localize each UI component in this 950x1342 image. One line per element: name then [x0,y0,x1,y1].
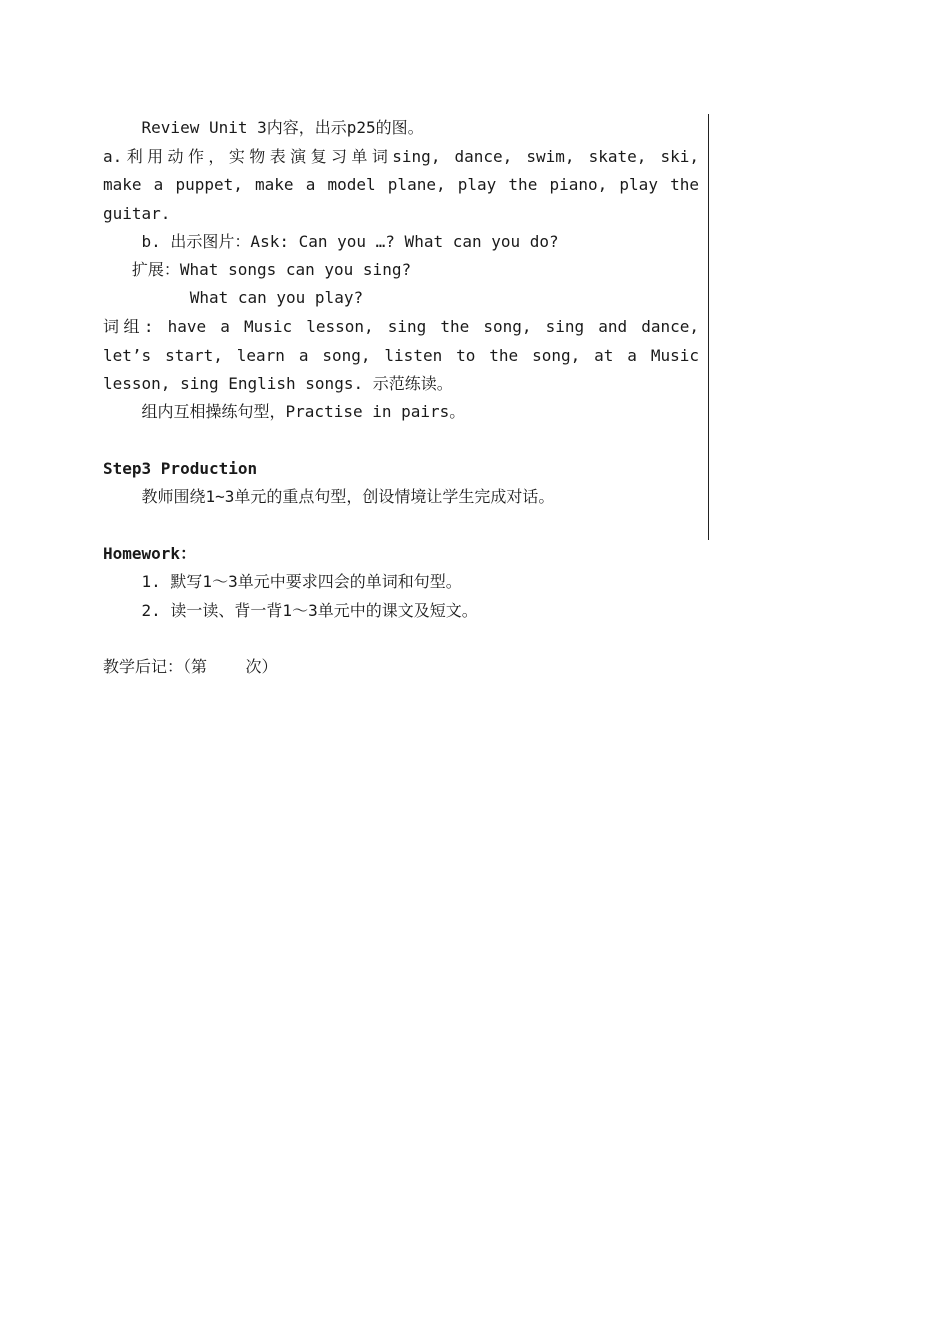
homework-item-2: 2. 读一读、背一背1～3单元中的课文及短文。 [103,601,478,620]
review-line: Review Unit 3内容，出示p25的图。 [103,118,424,137]
phrases-line-1: 词组: have a Music lesson, sing the song, sing and dance, [103,317,699,336]
homework-item-1: 1. 默写1～3单元中要求四会的单词和句型。 [103,572,462,591]
teaching-notes: 教学后记：（第 次） [103,657,278,676]
step3-text: 教师围绕1~3单元的重点句型，创设情境让学生完成对话。 [103,487,555,506]
activity-a-line-3: guitar. [103,204,171,223]
phrases-line-2: let’s start, learn a song, listen to the song, at a Music [103,346,699,365]
pair-practice-line: 组内互相操练句型，Practise in pairs。 [103,402,466,421]
table-right-border [708,114,709,540]
phrases-line-3: lesson, sing English songs. 示范练读。 [103,374,453,393]
extension-line-1: 扩展：What songs can you sing? [103,260,412,279]
activity-a-line-1: a.利用动作，实物表演复习单词sing, dance, swim, skate, ski, [103,147,699,166]
activity-a-line-2: make a puppet, make a model plane, play the piano, play the [103,175,699,194]
extension-line-2: What can you play? [103,288,364,307]
step3-heading: Step3 Production [103,459,258,478]
activity-b-line: b. 出示图片：Ask: Can you …? What can you do? [103,232,559,251]
homework-heading: Homework： [103,544,197,563]
